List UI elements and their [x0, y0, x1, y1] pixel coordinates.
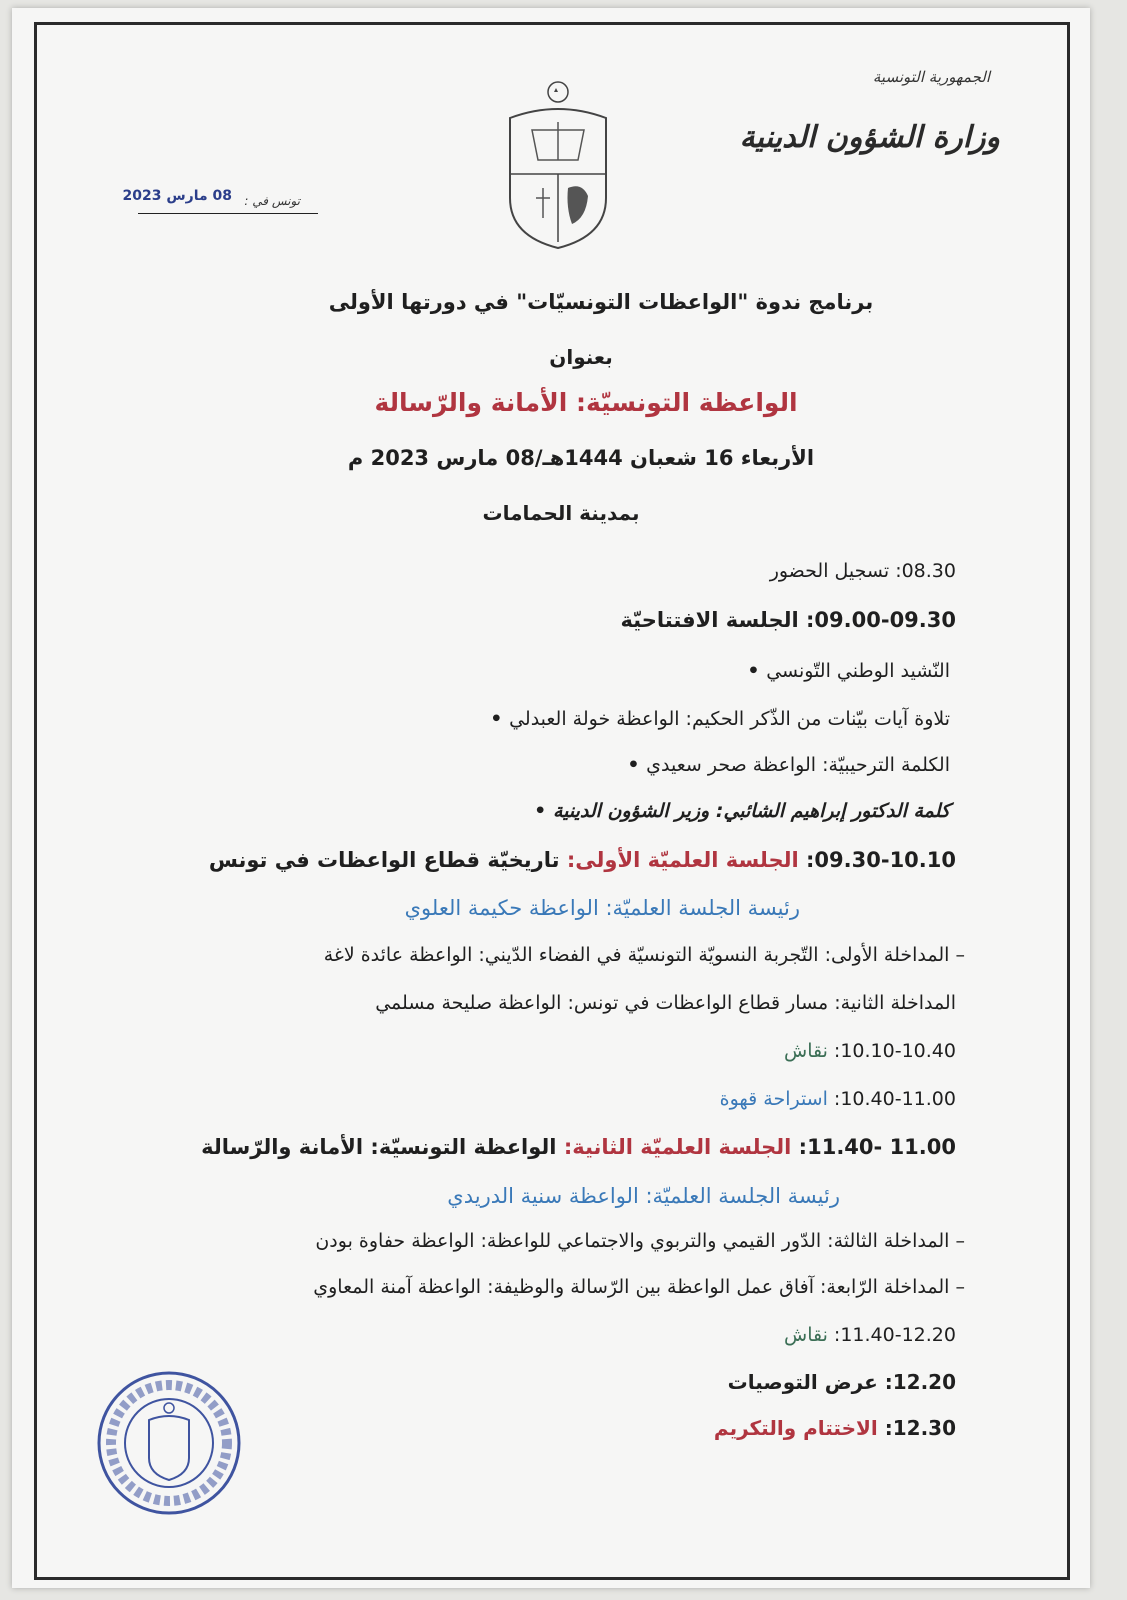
break-line — [720, 1088, 956, 1110]
ministry-seal-stamp-icon — [94, 1368, 244, 1518]
session1-chair: رئيسة الجلسة العلميّة: الواعظة حكيمة العلوي — [404, 896, 800, 920]
header-ministry: وزارة الشؤون الدينية — [739, 120, 1000, 155]
event-date: الأربعاء 16 شعبان 1444هـ/08 مارس 2023 م — [347, 446, 815, 470]
session2-label: الجلسة العلميّة الثانية: — [556, 1135, 792, 1159]
break-label: استراحة قهوة — [719, 1088, 828, 1110]
date-value: 08 مارس 2023 — [122, 188, 232, 204]
list-item: النّشيد الوطني التّونسي • — [747, 660, 950, 682]
discussion1-label: نقاش — [784, 1040, 828, 1062]
header-republic: الجمهورية التونسية — [872, 68, 990, 86]
discussion1-time: 10.10-10.40: — [827, 1040, 956, 1062]
discussion2-time: 11.40-12.20: — [827, 1324, 956, 1346]
opening-session-line — [620, 608, 956, 632]
date-underline — [138, 213, 318, 214]
discussion2-label: نقاش — [784, 1324, 828, 1346]
closing-line — [714, 1416, 956, 1440]
event-location: بمدينة الحمامات — [482, 501, 640, 525]
list-item: الكلمة الترحيبيّة: الواعظة صحر سعيدي • — [627, 754, 950, 776]
session2-time: 11.00 -11.40: — [791, 1135, 956, 1159]
opening-item-anthem — [747, 660, 950, 682]
symposium-theme: الواعظة التونسيّة: الأمانة والرّسالة — [374, 388, 798, 417]
session1-talk1: – المداخلة الأولى: التّجربة النسويّة التونسيّة في الفضاء الدّيني: الواعظة عائدة لاغة — [323, 944, 965, 966]
opening-item-welcome — [627, 754, 950, 776]
session1-talk2: المداخلة الثانية: مسار قطاع الواعظات في تونس: الواعظة صليحة مسلمي — [375, 992, 956, 1014]
document-page — [12, 8, 1090, 1588]
session2-talk3: – المداخلة الثالثة: الدّور القيمي والتربوي والاجتماعي للواعظة: الواعظة حفاوة بودن — [315, 1230, 965, 1252]
session1-label: الجلسة العلميّة الأولى: — [559, 848, 799, 872]
discussion2-line — [784, 1324, 956, 1346]
session1-time: 09.30-10.10: — [798, 848, 956, 872]
session2-chair: رئيسة الجلسة العلميّة: الواعظة سنية الدريدي — [447, 1184, 840, 1208]
registration-line: 08.30: تسجيل الحضور — [769, 560, 956, 582]
recommendations-label: عرض التوصيات — [727, 1370, 878, 1394]
discussion1-line — [784, 1040, 956, 1062]
title-label: بعنوان — [549, 345, 613, 369]
closing-label: الاختتام والتكريم — [713, 1416, 878, 1440]
opening-title: الجلسة الافتتاحيّة — [620, 608, 799, 632]
date-prefix: تونس في : — [244, 194, 300, 208]
opening-item-minister — [534, 800, 950, 822]
list-item: كلمة الدكتور إبراهيم الشائبي: وزير الشؤون الدينية • — [534, 800, 950, 822]
break-time: 10.40-11.00: — [827, 1088, 956, 1110]
opening-time: 09.00-09.30: — [798, 608, 956, 632]
session2-line — [201, 1135, 956, 1159]
tunisia-coat-of-arms-icon — [502, 78, 614, 250]
opening-item-quran — [490, 708, 950, 730]
recommendations-time: 12.20: — [877, 1370, 956, 1394]
recommendations-line — [728, 1370, 956, 1394]
program-title: برنامج ندوة "الواعظات التونسيّات" في دورتها الأولى — [328, 290, 874, 314]
closing-time: 12.30: — [877, 1416, 956, 1440]
session2-talk4: – المداخلة الرّابعة: آفاق عمل الواعظة بين الرّسالة والوظيفة: الواعظة آمنة المعاوي — [313, 1276, 965, 1298]
session2-topic: الواعظة التونسيّة: الأمانة والرّسالة — [201, 1135, 557, 1159]
session1-line — [209, 848, 956, 872]
list-item: تلاوة آيات بيّنات من الذّكر الحكيم: الواعظة خولة العبدلي • — [490, 708, 950, 730]
session1-topic: تاريخيّة قطاع الواعظات في تونس — [208, 848, 560, 872]
